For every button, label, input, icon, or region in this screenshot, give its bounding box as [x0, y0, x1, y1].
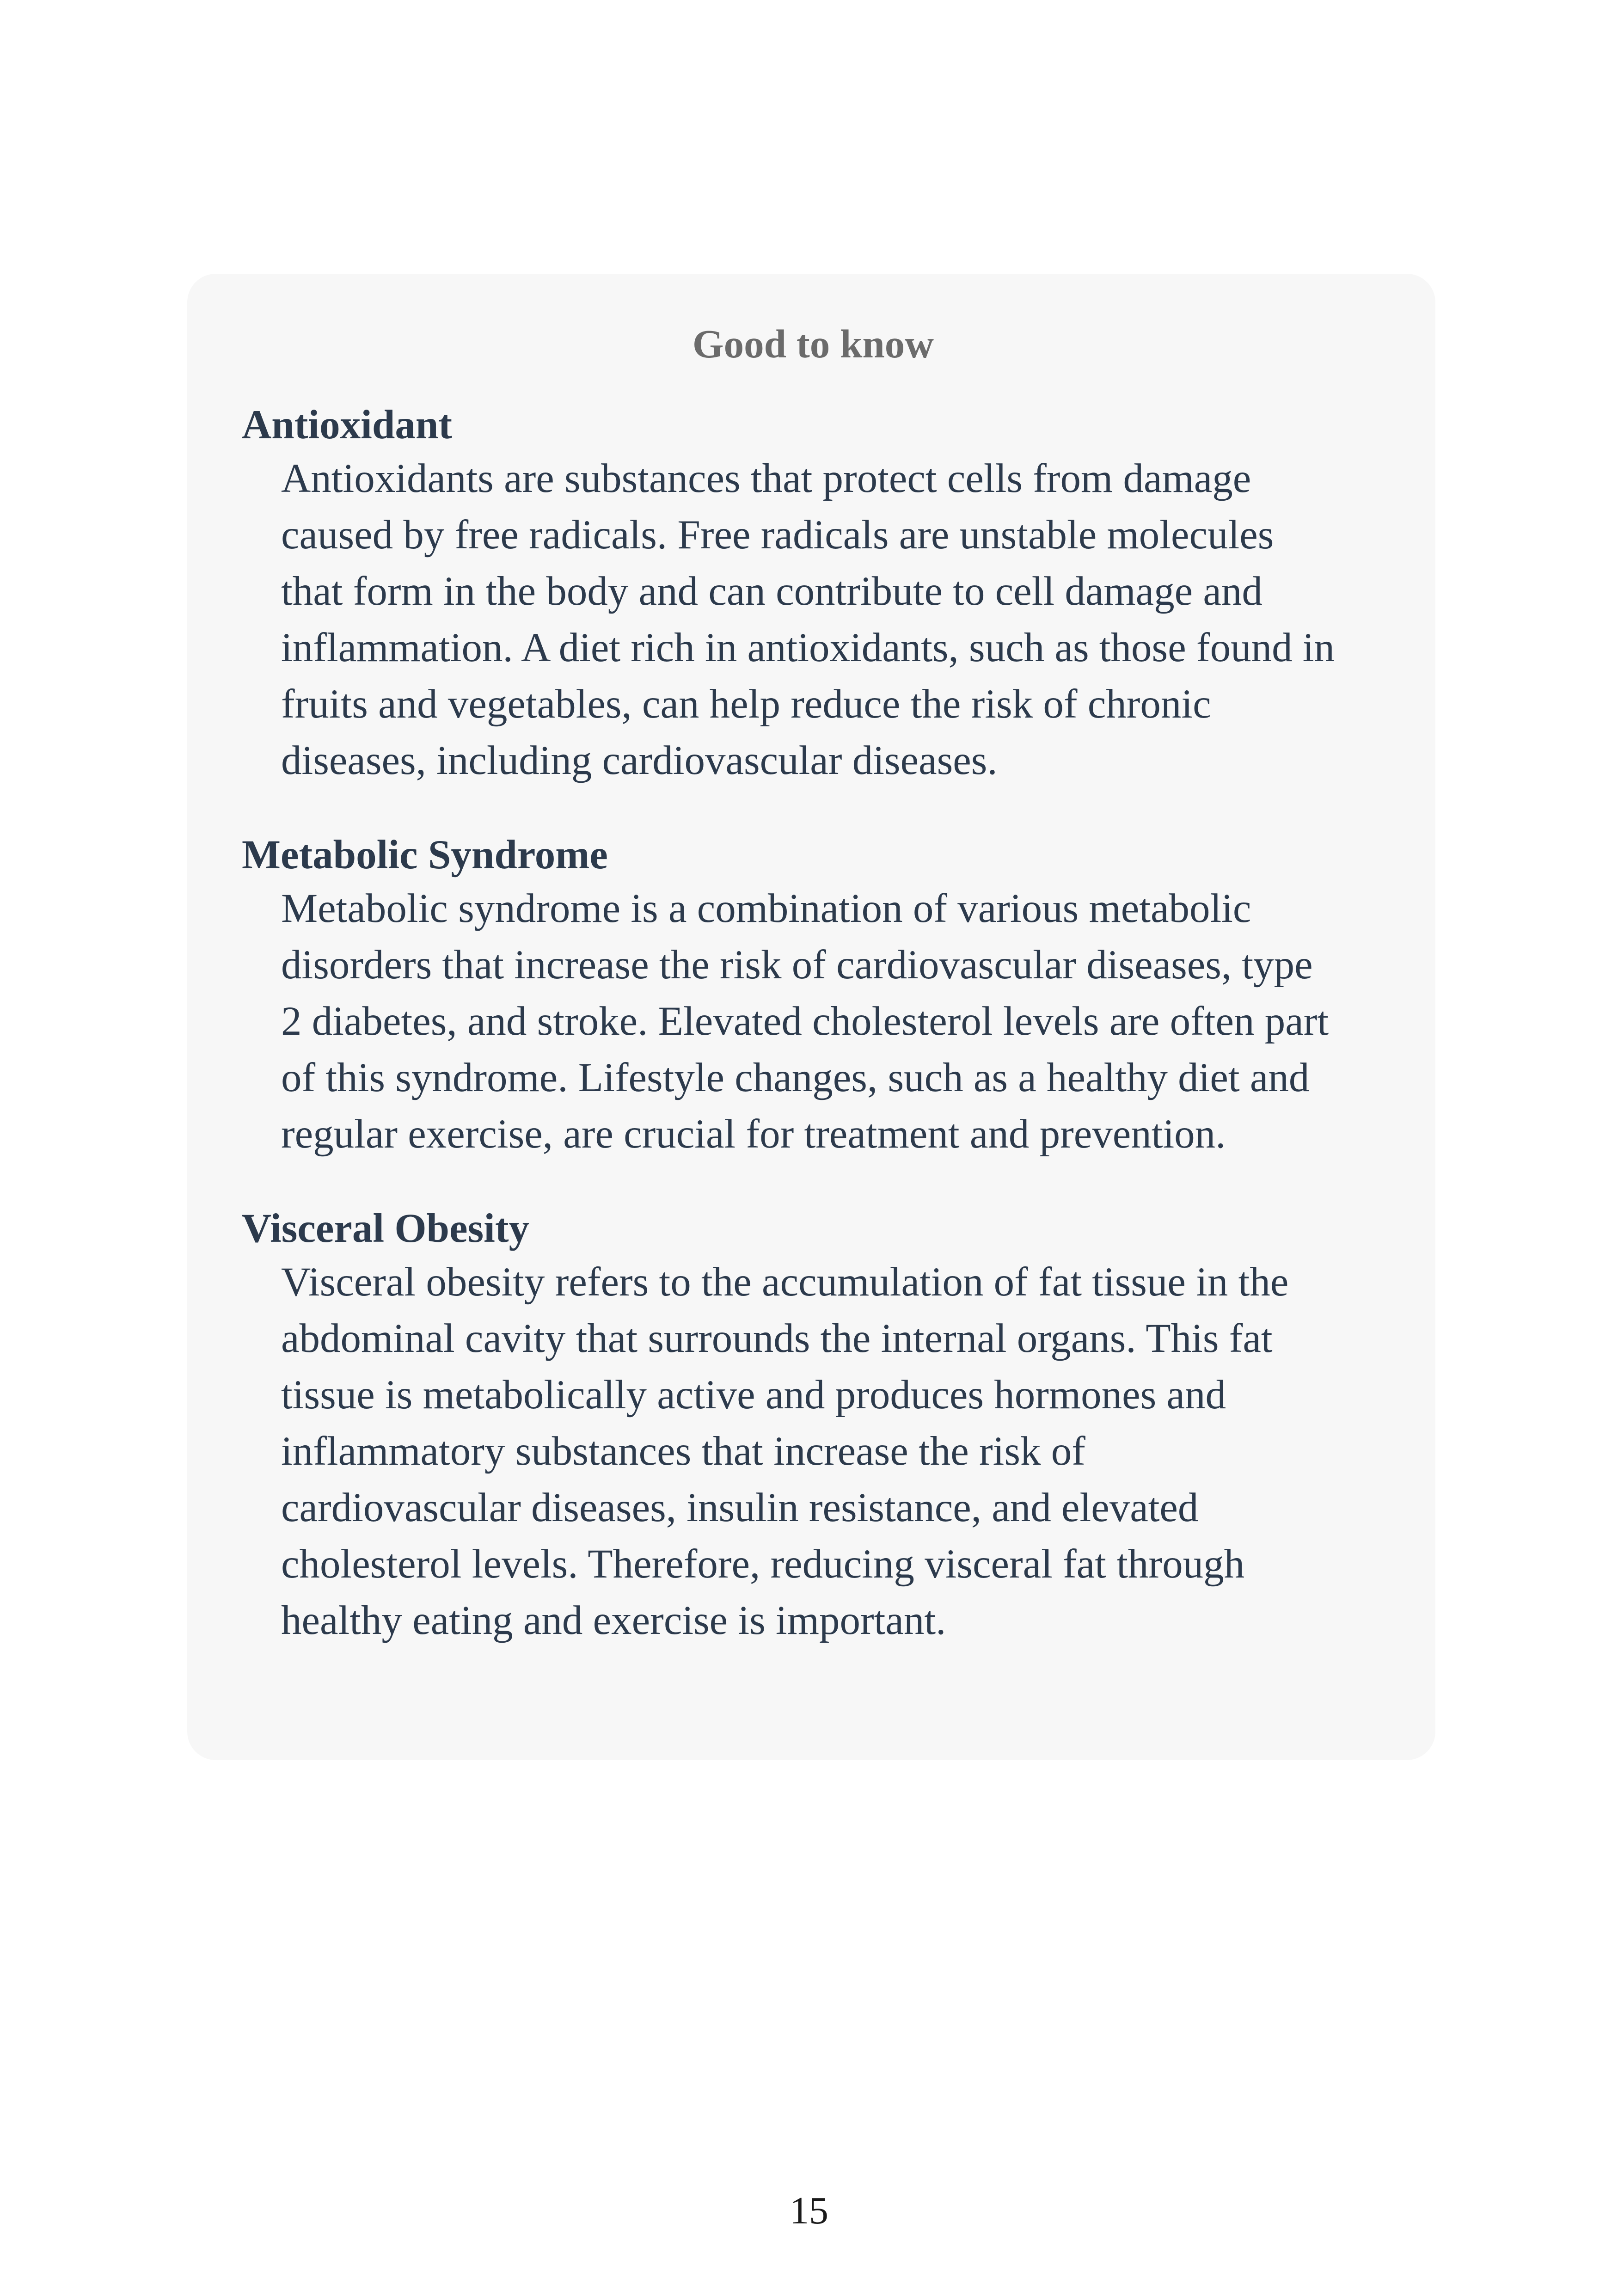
definition-line: 2 diabetes, and stroke. Elevated cholesterol levels are often part — [281, 999, 1329, 1044]
definition-line: cardiovascular diseases, insulin resistance, and elevated — [281, 1485, 1199, 1530]
term-definition — [242, 450, 1385, 789]
definition-line: healthy eating and exercise is important. — [281, 1598, 946, 1643]
glossary-entry-visceral-obesity — [242, 1203, 1385, 1649]
definition-line: inflammatory substances that increase the risk of — [281, 1429, 1085, 1474]
definition-line: fruits and vegetables, can help reduce the risk of chronic — [281, 681, 1211, 727]
term-definition — [242, 1254, 1385, 1649]
definition-line: disorders that increase the risk of cardiovascular diseases, type — [281, 942, 1313, 988]
glossary-entry-metabolic-syndrome — [242, 829, 1385, 1162]
definition-line: that form in the body and can contribute to cell damage and — [281, 569, 1263, 614]
definition-line: Visceral obesity refers to the accumulation of fat tissue in the — [281, 1259, 1289, 1305]
box-title: Good to know — [692, 321, 934, 366]
definition-line: tissue is metabolically active and produces hormones and — [281, 1372, 1226, 1418]
definition-line: abdominal cavity that surrounds the internal organs. This fat — [281, 1316, 1273, 1361]
definition-line: diseases, including cardiovascular diseases. — [281, 738, 998, 783]
definition-line: cholesterol levels. Therefore, reducing visceral fat through — [281, 1541, 1245, 1587]
term-heading: Antioxidant — [242, 402, 452, 448]
definition-line: of this syndrome. Lifestyle changes, such as a healthy diet and — [281, 1055, 1310, 1100]
definition-line: Antioxidants are substances that protect cells from damage — [281, 456, 1251, 501]
good-to-know-box — [187, 274, 1435, 1760]
page-number: 15 — [790, 2189, 828, 2232]
term-heading: Metabolic Syndrome — [242, 832, 608, 878]
definition-line: Metabolic syndrome is a combination of various metabolic — [281, 886, 1251, 931]
definition-line: regular exercise, are crucial for treatment and prevention. — [281, 1111, 1226, 1157]
glossary-entry-antioxidant — [242, 399, 1385, 789]
definition-line: caused by free radicals. Free radicals are unstable molecules — [281, 512, 1274, 558]
term-definition — [242, 880, 1385, 1162]
term-heading: Visceral Obesity — [242, 1206, 530, 1251]
definition-line: inflammation. A diet rich in antioxidants, such as those found in — [281, 625, 1335, 670]
